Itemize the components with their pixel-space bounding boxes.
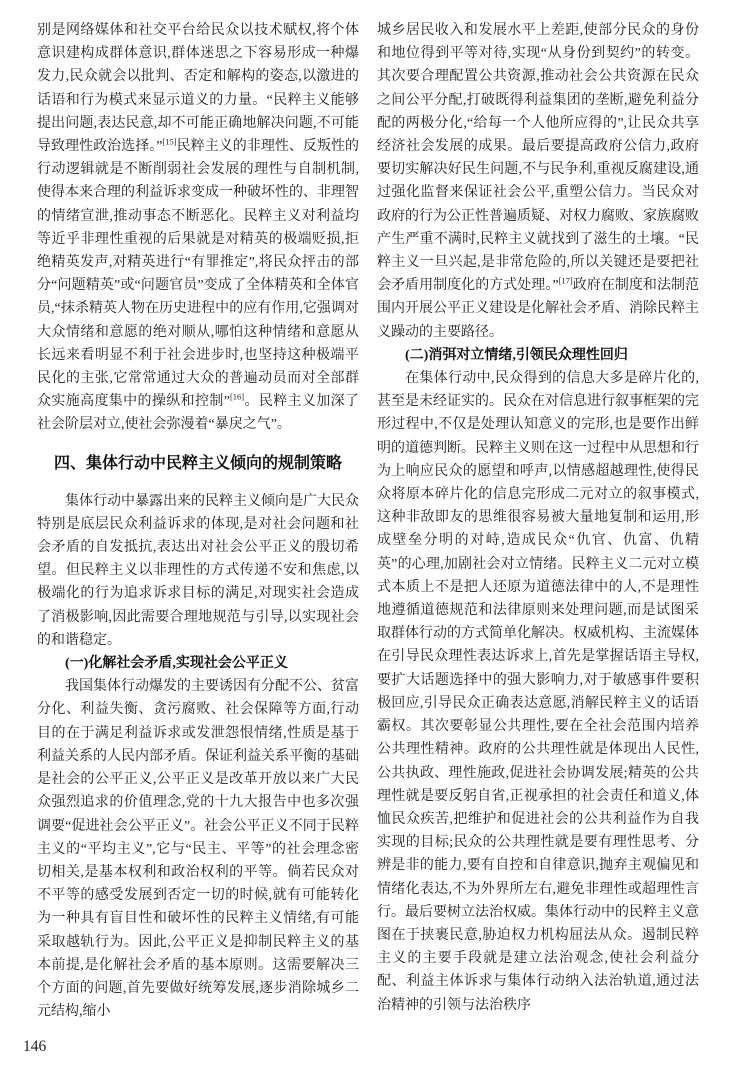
page-number: 146: [23, 1038, 47, 1055]
left-text-column: [37, 19, 359, 1023]
subsection-heading-resolve-contradictions: (一)化解社会矛盾,实现社会公平正义: [65, 656, 288, 672]
right-text-column: [377, 19, 699, 1017]
paragraph-fairness-justice: 我国集体行动爆发的主要诱因有分配不公、贫富分化、利益失衡、贪污腐败、社会保障等方面,行动目的在于满足利益诉求或发泄怨恨情绪,性质是基于利益关系的人民内部矛盾。保证利益关系平衡的基础是社会的公平正义,公平正义是改革开放以来广大民众强烈追求的价值理念,党的十九大报告中也多次强调要“促进社会公平正义”。社会公平正义不同于民粹主义的“平均主义”,它与“民主、平等”的社会理念密切相关,是基本权利和政治权利的平等。倘若民众对不平等的感受发展到否定一切的时候,就有可能转化为一种具有盲目性和破坏性的民粹主义情绪,有可能采取越轨行为。因此,公平正义是抑制民粹主义的基本前提,是化解社会矛盾的基本原则。这需要解决三个方面的问题,首先要做好统筹发展,逐步消除城乡二元结构,缩小: [37, 679, 359, 1020]
paragraph-populism-effects: 别是网络媒体和社交平台给民众以技术赋权,将个体意识建构成群体意识,群体迷思之下容易形成一种爆发力,民众就会以批判、否定和解构的姿态,以激进的话语和行为模式来显示道义的力量。“民粹主义能够提出问题,表达民意,却不可能正确地解决问题,不可能导致理性政治选择。”[15]民粹主义的非理性、反叛性的行动逻辑就是不断削弱社会发展的理性与自制机制,使得本来合理的利益诉求变成一种破坏性的、非理智的情绪宣泄,推动事态不断恶化。民粹主义对利益均等近乎非理性重视的后果就是对精英的极端贬损,拒绝精英发声,对精英进行“有罪推定”,将民众抨击的部分“问题精英”或“问题官员”变成了全体精英和全体官员,“抹杀精英人物在历史进程中的应有作用,它强调对大众情绪和意愿的绝对顺从,哪怕这种情绪和意愿从长远来看明显不利于社会进步时,也坚持这种极端平民化的主张,它常常通过大众的普遍动员而对全部群众实施高度集中的操纵和控制”[16]。民粹主义加深了社会阶层对立,使社会弥漫着“暴戾之气”。: [37, 23, 360, 433]
section-heading-regulation-strategies: 四、集体行动中民粹主义倾向的规制策略: [53, 454, 342, 472]
paragraph-rational-return: 在集体行动中,民众得到的信息大多是碎片化的,甚至是未经证实的。民众在对信息进行叙事框架的完形过程中,不仅是处理认知意义的完形,也是要作出鲜明的道德判断。民粹主义则在这一过程中从思想和行为上响应民众的愿望和呼声,以情感超越理性,使得民众将原本碎片化的信息完形成二元对立的叙事模式,这种非敌即友的思维很容易被大量地复制和运用,形成壁垒分明的对峙,造成民众“仇官、仇富、仇精英”的心理,加剧社会对立情绪。民粹主义二元对立模式本质上不是把人还原为道德法律中的人,不是理性地遵循道德规范和法律原则来处理问题,而是试图采取群体行动的方式简单化解决。权威机构、主流媒体在引导民众理性表达诉求上,首先是掌握话语主导权,要扩大话题选择中的强大影响力,对于敏感事件要积极回应,引导民众正确表达意愿,消解民粹主义的话语霸权。其次要彰显公共理性,要在全社会范围内培养公共理性精神。政府的公共理性就是体现出人民性,公共执政、理性施政,促进社会协调发展;精英的公共理性就是要反躬自省,正视承担的社会责任和道义,体恤民众疾苦,把维护和促进社会的公共利益作为自我实现的目标;民众的公共理性就是要有理性思考、分辨是非的能力,要有自控和自律意识,抛弃主观偏见和情绪化表达,不为外界所左右,避免非理性或超理性言行。最后要树立法治权威。集体行动中的民粹主义意图在于挟裹民意,胁迫权力机构屈法从众。遏制民粹主义的主要手段就是建立法治观念,使社会利益分配、利益主体诉求与集体行动纳入法治轨道,通过法治精神的引领与法治秩序: [377, 371, 699, 1013]
paragraph-fairness-justice-continued: 城乡居民收入和发展水平上差距,使部分民众的身份和地位得到平等对待,实现“从身份到契约”的转变。其次要合理配置公共资源,推动社会公共资源在民众之间公平分配,打破既得利益集团的垄断,避免利益分配的两极分化,“给每一个人他所应得的”,让民众共享经济社会发展的成果。最后要提高政府公信力,政府要切实解决好民生问题,不与民争利,重视反腐建设,通过强化监督来保证社会公平,重塑公信力。当民众对政府的行为公正性普遍质疑、对权力腐败、家族腐败产生严重不满时,民粹主义就找到了滋生的土壤。“民粹主义一旦兴起,是非常危险的,所以关键还是要把社会矛盾用制度化的方式处理。”[17]政府在制度和法制范围内开展公平正义建设是化解社会矛盾、消除民粹主义躁动的主要路径。: [377, 23, 699, 340]
subsection-heading-dispel-antagonism: (二)消弭对立情绪,引领民众理性回归: [405, 347, 628, 363]
paragraph-section-intro: 集体行动中暴露出来的民粹主义倾向是广大民众特别是底层民众利益诉求的体现,是对社会问题和社会矛盾的自发抵抗,表达出对社会公平正义的殷切希望。但民粹主义以非理性的方式传递不安和焦虑,以极端化的行为追求诉求目标的满足,对现实社会造成了消极影响,因此需要合理地规范与引导,以实现社会的和谐稳定。: [37, 493, 359, 648]
